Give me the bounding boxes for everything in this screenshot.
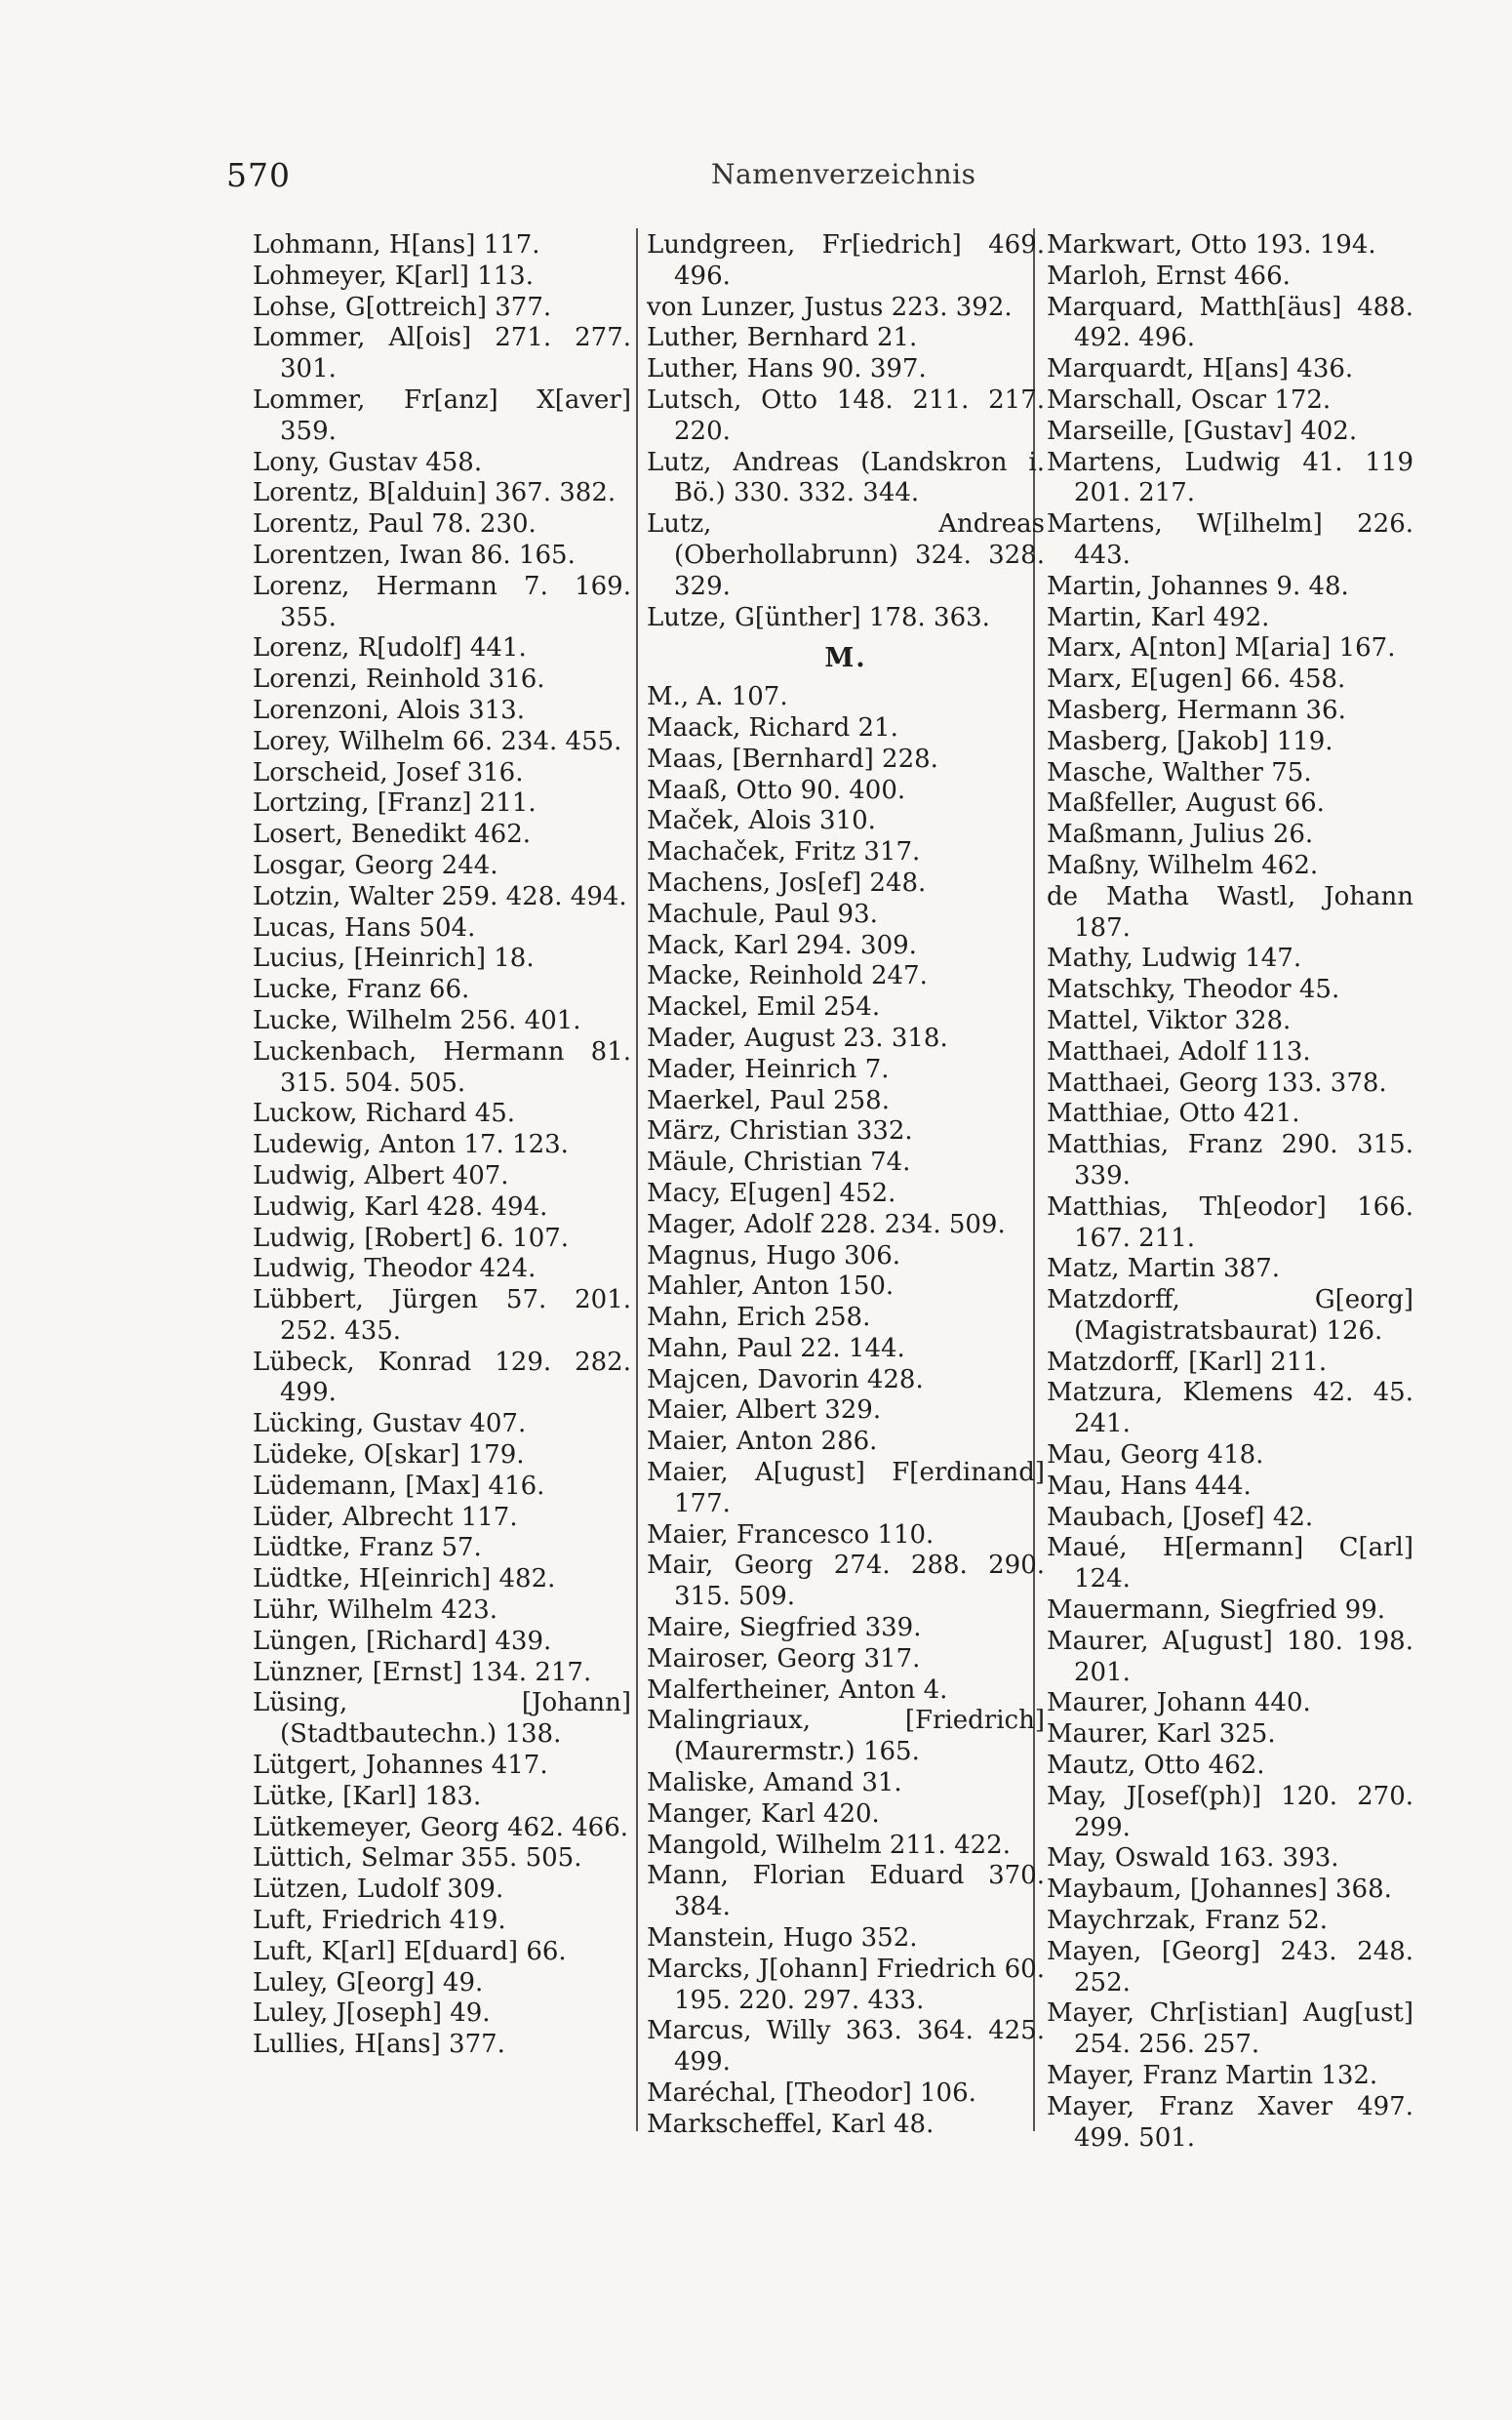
index-entry: Lüsing, [Johann] (Stadtbautechn.) 138.: [253, 1688, 631, 1750]
index-entry: Luft, Friedrich 419.: [253, 1906, 506, 1936]
index-entry: Maier, A[ugust] F[erdinand] 177.: [647, 1458, 1045, 1518]
index-entry: Lony, Gustav 458.: [253, 447, 483, 477]
page-number: 570: [226, 156, 291, 194]
index-entry: Manstein, Hugo 352.: [647, 1923, 918, 1954]
index-entry: Maier, Albert 329.: [647, 1395, 882, 1426]
index-entry: Maack, Richard 21.: [647, 712, 898, 743]
running-head: Namenverzeichnis: [711, 158, 976, 190]
index-entry: Mairoser, Georg 317.: [647, 1643, 921, 1674]
index-entry: Marquard, Matth[äus] 488. 492. 496.: [1047, 292, 1413, 353]
index-entry: May, J[osef(ph)] 120. 270. 299.: [1047, 1781, 1413, 1842]
index-entry: Mauermann, Siegfried 99.: [1047, 1595, 1386, 1626]
index-entry: von Lunzer, Justus 223. 392.: [647, 292, 1013, 322]
index-entry: Lorenz, Hermann 7. 169. 355.: [253, 571, 631, 632]
index-entry: Marcus, Willy 363. 364. 425. 499.: [647, 2016, 1045, 2077]
index-entry: Masberg, [Jakob] 119.: [1047, 726, 1333, 756]
index-entry: Martens, Ludwig 41. 119 201. 217.: [1047, 447, 1413, 508]
index-entry: Marloh, Ernst 466.: [1047, 261, 1291, 291]
index-entry: Machens, Jos[ef] 248.: [647, 867, 927, 898]
index-entry: Matzdorff, G[eorg] (Magistratsbaurat) 126.: [1047, 1285, 1413, 1346]
index-entry: Luckow, Richard 45.: [253, 1099, 516, 1129]
index-entry: Matthiae, Otto 421.: [1047, 1099, 1300, 1129]
index-entry: Lundgreen, Fr[iedrich] 469. 496.: [647, 230, 1045, 291]
index-entry: Marcks, J[ohann] Friedrich 60. 195. 220. 297. 433.: [647, 1954, 1045, 2015]
index-column-1: [253, 230, 631, 2061]
index-entry: Martin, Johannes 9. 48.: [1047, 571, 1349, 601]
index-entry: Macy, E[ugen] 452.: [647, 1178, 896, 1208]
index-entry: Maček, Alois 310.: [647, 806, 876, 836]
index-entry: Maier, Anton 286.: [647, 1427, 878, 1457]
index-entry: Ludwig, Albert 407.: [253, 1160, 509, 1190]
index-entry: Matz, Martin 387.: [1047, 1254, 1281, 1284]
index-entry: Lübbert, Jürgen 57. 201. 252. 435.: [253, 1285, 631, 1346]
index-entry: Lommer, Al[ois] 271. 277. 301.: [253, 323, 631, 384]
index-entry: Machule, Paul 93.: [647, 899, 878, 929]
index-entry: Maurer, A[ugust] 180. 198. 201.: [1047, 1626, 1413, 1687]
index-entry: Mair, Georg 274. 288. 290. 315. 509.: [647, 1551, 1045, 1612]
index-entry: Marquardt, H[ans] 436.: [1047, 354, 1354, 384]
index-entry: Lohmeyer, K[arl] 113.: [253, 261, 534, 291]
index-entry: Lüder, Albrecht 117.: [253, 1502, 518, 1532]
index-entry: Lübeck, Konrad 129. 282. 499.: [253, 1347, 631, 1408]
index-entry: Lutz, Andreas (Landskron i. Bö.) 330. 332. 344.: [647, 447, 1045, 508]
index-entry: Mangold, Wilhelm 211. 422.: [647, 1830, 1011, 1860]
index-entry: Lommer, Fr[anz] X[aver] 359.: [253, 384, 631, 446]
index-entry: Ludwig, Karl 428. 494.: [253, 1191, 548, 1222]
index-entry: Lorscheid, Josef 316.: [253, 757, 524, 787]
index-entry: Lorentz, B[alduin] 367. 382.: [253, 478, 617, 508]
index-entry: Mager, Adolf 228. 234. 509.: [647, 1209, 1006, 1239]
index-entry: Lüttich, Selmar 355. 505.: [253, 1843, 582, 1874]
index-entry: Maurer, Johann 440.: [1047, 1688, 1311, 1718]
index-entry: Mattel, Viktor 328.: [1047, 1005, 1292, 1035]
index-column-3: [1047, 230, 1413, 2154]
index-entry: Matzdorff, [Karl] 211.: [1047, 1347, 1328, 1377]
index-entry: Maßmann, Julius 26.: [1047, 820, 1314, 850]
index-entry: Maychrzak, Franz 52.: [1047, 1906, 1329, 1936]
index-entry: May, Oswald 163. 393.: [1047, 1843, 1339, 1874]
index-entry: Matthias, Th[eodor] 166. 167. 211.: [1047, 1191, 1413, 1253]
index-entry: Lullies, H[ans] 377.: [253, 2030, 505, 2060]
index-entry: Mahn, Paul 22. 144.: [647, 1333, 905, 1363]
index-entry: Mann, Florian Eduard 370. 384.: [647, 1861, 1045, 1922]
index-entry: Maurer, Karl 325.: [1047, 1719, 1276, 1750]
index-entry: Mackel, Emil 254.: [647, 992, 881, 1023]
index-entry: Lucius, [Heinrich] 18.: [253, 944, 535, 974]
index-entry: Mautz, Otto 462.: [1047, 1751, 1265, 1781]
index-entry: Matzura, Klemens 42. 45. 241.: [1047, 1378, 1413, 1439]
index-entry: Marx, A[nton] M[aria] 167.: [1047, 633, 1396, 664]
section-letter-heading: M.: [824, 643, 867, 674]
index-entry: Lütkemeyer, Georg 462. 466.: [253, 1812, 629, 1842]
index-entry: Maué, H[ermann] C[arl] 124.: [1047, 1533, 1413, 1594]
index-entry: Lorenzi, Reinhold 316.: [253, 665, 545, 695]
index-entry: Markscheffel, Karl 48.: [647, 2109, 935, 2139]
index-entry: Maliske, Amand 31.: [647, 1768, 902, 1798]
index-column-2: [647, 230, 1045, 2141]
index-entry: Mayer, Chr[istian] Aug[ust] 254. 256. 257.: [1047, 1998, 1413, 2060]
index-entry: Mader, Heinrich 7.: [647, 1054, 890, 1084]
index-entry: Losgar, Georg 244.: [253, 850, 498, 880]
index-entry: Matschky, Theodor 45.: [1047, 975, 1340, 1005]
index-entry: Lüdeke, O[skar] 179.: [253, 1440, 525, 1471]
index-entry: Lühr, Wilhelm 423.: [253, 1595, 498, 1626]
index-entry: Lortzing, [Franz] 211.: [253, 788, 537, 819]
index-entry: Marschall, Oscar 172.: [1047, 384, 1332, 415]
index-entry: Lohse, G[ottreich] 377.: [253, 292, 552, 322]
index-entry: Malingriaux, [Friedrich] (Maurermstr.) 165.: [647, 1706, 1045, 1767]
index-entry: Maßfeller, August 66.: [1047, 788, 1325, 819]
index-entry: Maas, [Bernhard] 228.: [647, 744, 938, 774]
index-entry: Luther, Hans 90. 397.: [647, 354, 927, 384]
index-entry: Mayer, Franz Martin 132.: [1047, 2061, 1378, 2091]
index-entry: Markwart, Otto 193. 194.: [1047, 230, 1376, 260]
index-entry: Mayer, Franz Xaver 497. 499. 501.: [1047, 2091, 1413, 2153]
index-entry: Lutz, Andreas (Oberhollabrunn) 324. 328. 329.: [647, 509, 1045, 601]
index-entry: Matthaei, Georg 133. 378.: [1047, 1068, 1387, 1098]
index-entry: Martens, W[ilhelm] 226. 443.: [1047, 509, 1413, 570]
index-entry: Maier, Francesco 110.: [647, 1519, 935, 1550]
index-entry: Mäule, Christian 74.: [647, 1148, 911, 1178]
index-entry: Matthias, Franz 290. 315. 339.: [1047, 1130, 1413, 1190]
index-entry: Lucke, Wilhelm 256. 401.: [253, 1005, 581, 1035]
index-entry: Lützen, Ludolf 309.: [253, 1875, 504, 1905]
index-entry: Mack, Karl 294. 309.: [647, 930, 917, 960]
index-entry: Lüngen, [Richard] 439.: [253, 1626, 552, 1656]
index-entry: Maubach, [Josef] 42.: [1047, 1502, 1314, 1532]
index-entry: Manger, Karl 420.: [647, 1798, 880, 1829]
index-entry: Ludwig, [Robert] 6. 107.: [253, 1223, 570, 1253]
index-entry: Lorenzoni, Alois 313.: [253, 695, 525, 725]
index-entry: Luley, G[eorg] 49.: [253, 1967, 484, 1997]
index-entry: Maire, Siegfried 339.: [647, 1613, 922, 1643]
index-entry: Mayen, [Georg] 243. 248. 252.: [1047, 1936, 1413, 1997]
index-entry: Lütke, [Karl] 183.: [253, 1781, 482, 1811]
index-entry: Lüdtke, H[einrich] 482.: [253, 1564, 556, 1594]
index-entry: Magnus, Hugo 306.: [647, 1240, 900, 1270]
index-entry: Maaß, Otto 90. 400.: [647, 775, 906, 805]
index-entry: Maybaum, [Johannes] 368.: [1047, 1875, 1392, 1905]
index-entry: Lorentz, Paul 78. 230.: [253, 509, 537, 540]
index-entry: Lucke, Franz 66.: [253, 975, 470, 1005]
index-entry: Mau, Hans 444.: [1047, 1471, 1252, 1501]
index-entry: Maréchal, [Theodor] 106.: [647, 2078, 976, 2109]
index-entry: Macke, Reinhold 247.: [647, 961, 928, 991]
index-entry: Machaček, Fritz 317.: [647, 837, 921, 867]
index-entry: Malfertheiner, Anton 4.: [647, 1674, 948, 1705]
index-entry: Mahler, Anton 150.: [647, 1271, 895, 1302]
index-entry: Matthaei, Adolf 113.: [1047, 1036, 1311, 1067]
index-entry: Lutze, G[ünther] 178. 363.: [647, 602, 990, 632]
index-entry: Marx, E[ugen] 66. 458.: [1047, 665, 1346, 695]
column-divider: [636, 228, 638, 2131]
index-entry: Mau, Georg 418.: [1047, 1440, 1264, 1471]
index-entry: de Matha Wastl, Johann 187.: [1047, 881, 1413, 943]
index-entry: Majcen, Davorin 428.: [647, 1364, 924, 1394]
index-entry: Lünzner, [Ernst] 134. 217.: [253, 1657, 592, 1687]
index-entry: Lorentzen, Iwan 86. 165.: [253, 540, 576, 570]
index-entry: Lutsch, Otto 148. 211. 217. 220.: [647, 384, 1045, 446]
index-entry: Marseille, [Gustav] 402.: [1047, 416, 1358, 446]
index-entry: Mahn, Erich 258.: [647, 1303, 871, 1333]
index-entry: Lucas, Hans 504.: [253, 912, 476, 943]
index-entry: Lütgert, Johannes 417.: [253, 1751, 548, 1781]
index-entry: Masche, Walther 75.: [1047, 757, 1312, 787]
index-entry: Mathy, Ludwig 147.: [1047, 944, 1302, 974]
index-entry: Luft, K[arl] E[duard] 66.: [253, 1936, 567, 1966]
index-entry: Lüdtke, Franz 57.: [253, 1533, 482, 1563]
index-entry: Luley, J[oseph] 49.: [253, 1998, 491, 2029]
index-entry: Lorey, Wilhelm 66. 234. 455.: [253, 726, 622, 756]
index-entry: Maerkel, Paul 258.: [647, 1085, 890, 1115]
index-entry: Lorenz, R[udolf] 441.: [253, 633, 527, 664]
index-entry: Maßny, Wilhelm 462.: [1047, 850, 1319, 880]
index-entry: Lücking, Gustav 407.: [253, 1409, 527, 1439]
index-entry: Masberg, Hermann 36.: [1047, 695, 1346, 725]
index-entry: Luckenbach, Hermann 81. 315. 504. 505.: [253, 1036, 631, 1098]
index-entry: Ludewig, Anton 17. 123.: [253, 1130, 569, 1160]
index-entry: Mader, August 23. 318.: [647, 1023, 948, 1053]
index-entry: Lüdemann, [Max] 416.: [253, 1471, 545, 1501]
index-entry: Ludwig, Theodor 424.: [253, 1254, 537, 1284]
index-entry: Lotzin, Walter 259. 428. 494.: [253, 881, 627, 911]
index-entry: Lohmann, H[ans] 117.: [253, 230, 540, 260]
index-entry: Martin, Karl 492.: [1047, 602, 1270, 632]
index-entry: März, Christian 332.: [647, 1116, 913, 1147]
index-entry: M., A. 107.: [647, 682, 788, 712]
index-entry: Losert, Benedikt 462.: [253, 820, 531, 850]
index-entry: Luther, Bernhard 21.: [647, 323, 918, 353]
